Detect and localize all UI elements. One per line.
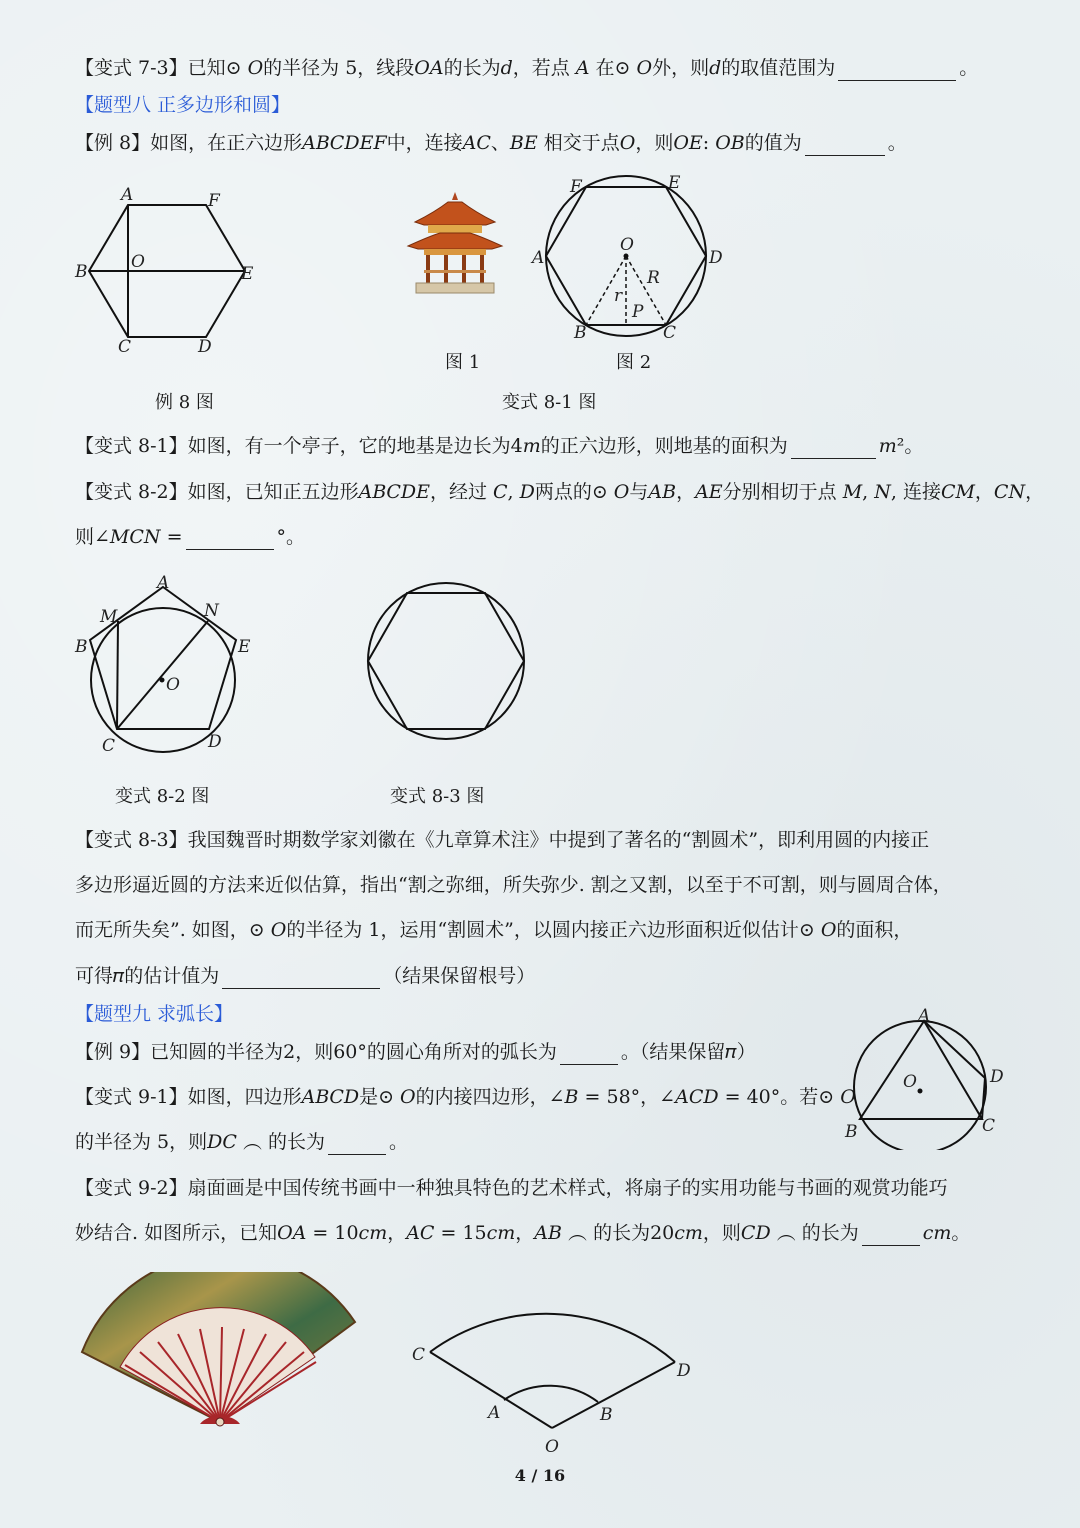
caption-figure-1: 图 1	[445, 352, 481, 373]
label-r-upper: R	[647, 268, 660, 288]
example-9-text: 【例 9】已知圆的半径为2，则60°的圆心角所对的弧长为	[75, 1041, 557, 1063]
inscribed-hexagon	[368, 593, 524, 729]
label-c: C	[982, 1116, 996, 1136]
label-o: O	[620, 235, 634, 255]
label-a: A	[532, 248, 545, 268]
variant-8-3-line-2: 多边形逼近圆的方法来近似估算，指出“割之弥细，所失弥少. 割之又割，以至于不可割，则与圆周合体，	[75, 874, 952, 896]
label-e: E	[668, 173, 681, 193]
variant-9-1-line-1: 【变式 9-1】如图，四边形𝐴𝐵𝐶𝐷是⊙ 𝑂的内接四边形，∠𝐵 = 58°，∠𝐴𝐶𝐷 = 40°。若⊙ 𝑂	[75, 1086, 856, 1108]
variant-8-2-figure	[70, 570, 270, 760]
segment-cn	[117, 621, 208, 729]
variant-8-1	[75, 433, 923, 459]
variant-8-2-text: 则∠𝑀𝐶𝑁 =	[75, 526, 183, 548]
circle-o	[854, 1021, 986, 1150]
label-b: B	[574, 323, 587, 343]
label-a: A	[121, 185, 134, 205]
segment-cm	[117, 621, 118, 729]
example-8-text: 【例 8】如图，在正六边形𝐴𝐵𝐶𝐷𝐸𝐹中，连接𝐴𝐶、𝐵𝐸 相交于点𝑂，则𝑂𝐸: 𝑂𝐵的值为	[75, 132, 802, 154]
segment-ad	[924, 1021, 985, 1078]
variant-9-1-text: 的半径为 5，则𝐷𝐶 ︵ 的长为	[75, 1131, 325, 1153]
variant-9-1-line-2	[75, 1129, 408, 1155]
label-o: O	[903, 1072, 917, 1092]
variant-8-2-line-1: 【变式 8-2】如图，已知正五边形𝐴𝐵𝐶𝐷𝐸，经过 𝐶, 𝐷两点的⊙ 𝑂与𝐴𝐵，𝐴𝐸分别相切于点 𝑀, 𝑁, 连接𝐶𝑀，𝐶𝑁，	[75, 481, 1045, 503]
center-point	[918, 1089, 923, 1094]
variant-8-3-text: 可得𝜋的估计值为	[75, 965, 220, 987]
example-9	[75, 1039, 756, 1065]
label-d: D	[208, 732, 222, 752]
label-e: E	[241, 264, 254, 284]
caption-variant-8-1: 变式 8-1 图	[502, 392, 597, 413]
label-p: P	[632, 302, 644, 322]
text-end: 。	[959, 57, 979, 79]
label-a: A	[488, 1403, 501, 1423]
caption-example-8: 例 8 图	[155, 392, 214, 413]
label-o: O	[166, 675, 180, 695]
label-b: B	[600, 1405, 613, 1425]
answer-blank[interactable]	[862, 1225, 920, 1246]
variant-9-2-figure	[400, 1280, 700, 1460]
text-end: （结果保留根号）	[383, 965, 536, 987]
label-f: F	[208, 191, 220, 211]
label-n: N	[204, 601, 219, 621]
label-b: B	[75, 262, 88, 282]
arc-cd	[430, 1314, 675, 1362]
text-end: 𝑚²。	[878, 435, 924, 457]
page-number: 4 / 16	[514, 1466, 566, 1485]
variant-8-3-line-3: 而无所失矣”. 如图，⊙ 𝑂的半径为 1，运用“割圆术”，以圆内接正六边形面积近似估计⊙ 𝑂的面积，	[75, 919, 913, 941]
answer-blank[interactable]	[838, 60, 956, 81]
label-f: F	[570, 177, 582, 197]
variant-9-2-line-2	[75, 1220, 970, 1246]
center-point	[160, 678, 165, 683]
answer-blank[interactable]	[791, 438, 876, 459]
text-end: 。	[887, 132, 907, 154]
label-o: O	[545, 1437, 559, 1457]
label-a: A	[918, 1006, 931, 1026]
answer-blank[interactable]	[560, 1044, 618, 1065]
label-d: D	[198, 337, 212, 357]
text-end: 𝑐𝑚。	[922, 1222, 971, 1244]
example-8	[75, 130, 907, 156]
label-c: C	[118, 337, 132, 357]
text-end: 。（结果保留𝜋）	[620, 1041, 756, 1063]
label-c: C	[102, 736, 116, 756]
label-b: B	[845, 1122, 858, 1142]
label-c: C	[663, 323, 677, 343]
section-heading-9: 【题型九 求弧长】	[75, 1003, 234, 1025]
answer-blank[interactable]	[186, 529, 274, 550]
label-b: B	[75, 637, 88, 657]
variant-8-2-line-2	[75, 524, 305, 550]
caption-figure-2: 图 2	[616, 352, 652, 373]
variant-8-3-figure	[362, 582, 532, 742]
variant-7-3	[75, 55, 978, 81]
answer-blank[interactable]	[328, 1134, 386, 1155]
label-e: E	[238, 637, 251, 657]
segment-do	[552, 1362, 675, 1428]
variant-8-3-line-1: 【变式 8-3】我国魏晋时期数学家刘徽在《九章算术注》中提到了著名的“割圆术”，即利用圆的内接正	[75, 829, 930, 851]
variant-9-2-text: 妙结合. 如图所示，已知𝑂𝐴 = 10𝑐𝑚，𝐴𝐶 = 15𝑐𝑚，𝐴𝐵 ︵ 的长为20𝑐𝑚，则𝐶𝐷 ︵ 的长为	[75, 1222, 859, 1244]
caption-variant-8-3: 变式 8-3 图	[390, 786, 485, 807]
pavilion-illustration	[400, 190, 510, 300]
variant-9-1-figure	[835, 1000, 1035, 1150]
label-c: C	[412, 1345, 426, 1365]
label-m: M	[100, 607, 118, 627]
example-8-hexagon-figure	[70, 180, 270, 360]
variant-8-1-text: 【变式 8-1】如图，有一个亭子，它的地基是边长为4𝑚的正六边形，则地基的面积为	[75, 435, 788, 457]
section-heading-8: 【题型八 正多边形和圆】	[75, 94, 291, 116]
fan-illustration	[80, 1272, 360, 1437]
label-d: D	[677, 1361, 691, 1381]
variant-8-1-figure	[528, 168, 733, 343]
text-end: 。	[388, 1131, 408, 1153]
label-o: O	[131, 252, 145, 272]
label-a: A	[157, 573, 170, 593]
label-d: D	[990, 1067, 1004, 1087]
variant-7-3-text: 【变式 7-3】已知⊙ 𝑂的半径为 5，线段𝑂𝐴的长为𝑑，若点 𝐴 在⊙ 𝑂外，则𝑑的取值范围为	[75, 57, 836, 79]
arc-ab	[504, 1386, 598, 1402]
caption-variant-8-2: 变式 8-2 图	[115, 786, 210, 807]
circle-o	[368, 583, 524, 739]
text-end: °。	[276, 526, 306, 548]
label-r-lower: r	[614, 286, 623, 306]
variant-8-3-line-4	[75, 963, 535, 989]
label-d: D	[709, 248, 723, 268]
answer-blank[interactable]	[222, 968, 380, 989]
variant-9-2-line-1: 【变式 9-2】扇面画是中国传统书画中一种独具特色的艺术样式，将扇子的实用功能与书画的观赏功能巧	[75, 1177, 948, 1199]
answer-blank[interactable]	[805, 135, 885, 156]
